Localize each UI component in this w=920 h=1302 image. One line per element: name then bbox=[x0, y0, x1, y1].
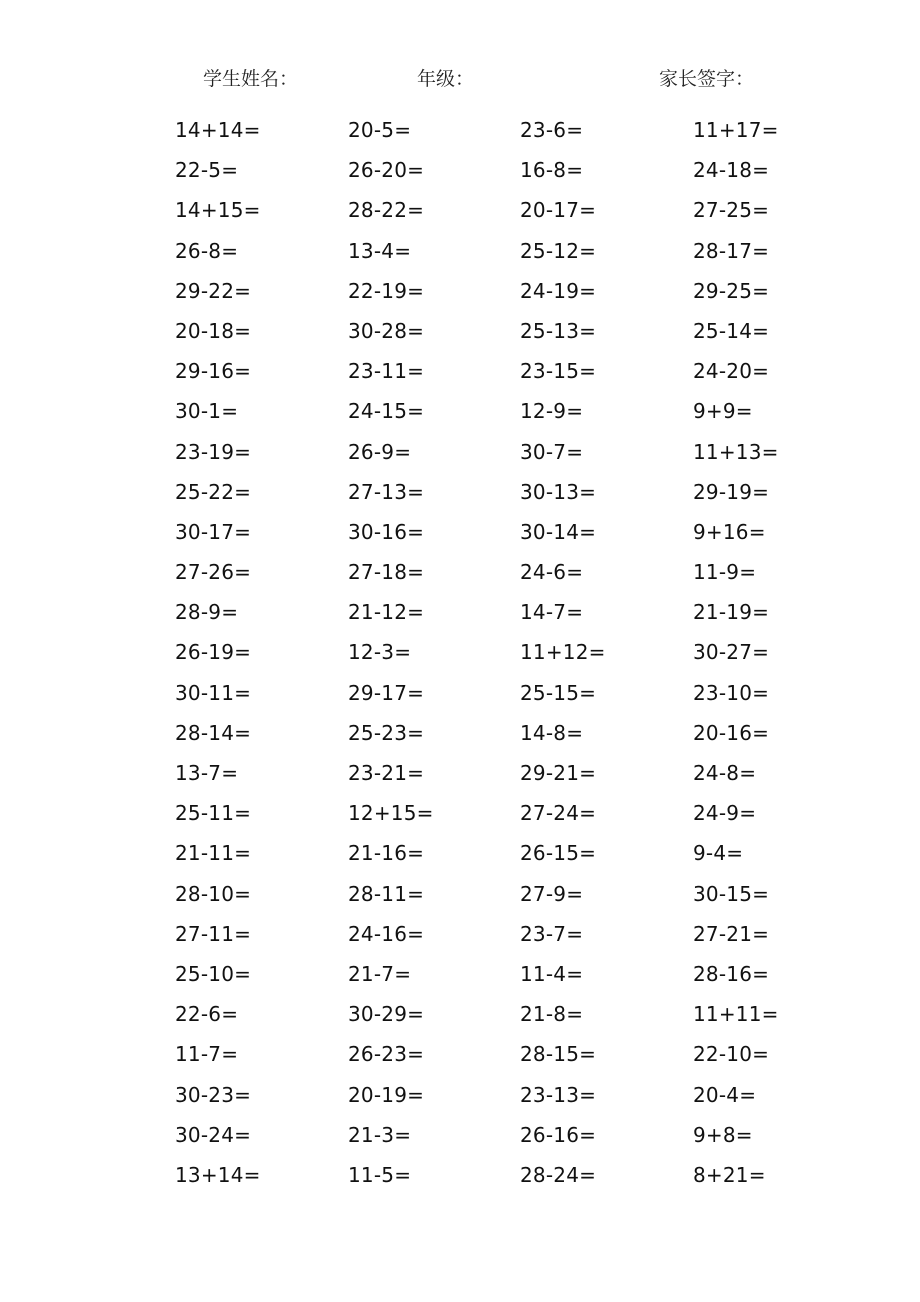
arithmetic-problem: 30-16= bbox=[348, 519, 425, 544]
arithmetic-problem: 28-10= bbox=[175, 881, 252, 906]
student-name-label: 学生姓名： bbox=[203, 68, 299, 90]
problem-row bbox=[0, 351, 920, 391]
problem-grid bbox=[0, 110, 920, 1195]
arithmetic-problem: 22-19= bbox=[348, 278, 425, 303]
arithmetic-problem: 23-15= bbox=[520, 359, 597, 384]
problem-row bbox=[0, 994, 920, 1034]
arithmetic-problem: 12-3= bbox=[348, 640, 412, 665]
problem-row bbox=[0, 150, 920, 190]
arithmetic-problem: 30-28= bbox=[348, 318, 425, 343]
arithmetic-problem: 13+14= bbox=[175, 1162, 261, 1187]
arithmetic-problem: 14-7= bbox=[520, 600, 584, 625]
arithmetic-problem: 29-16= bbox=[175, 359, 252, 384]
arithmetic-problem: 24-20= bbox=[693, 359, 770, 384]
arithmetic-problem: 26-9= bbox=[348, 439, 412, 464]
problem-row bbox=[0, 793, 920, 833]
problem-row bbox=[0, 954, 920, 994]
problem-row bbox=[0, 311, 920, 351]
arithmetic-problem: 26-15= bbox=[520, 841, 597, 866]
arithmetic-problem: 8+21= bbox=[693, 1162, 766, 1187]
arithmetic-problem: 29-21= bbox=[520, 761, 597, 785]
problem-row bbox=[0, 914, 920, 954]
problem-row bbox=[0, 552, 920, 592]
problem-row bbox=[0, 874, 920, 914]
arithmetic-problem: 27-18= bbox=[348, 560, 425, 585]
arithmetic-problem: 11-9= bbox=[693, 560, 757, 585]
arithmetic-problem: 25-13= bbox=[520, 318, 597, 343]
problem-row bbox=[0, 271, 920, 311]
arithmetic-problem: 20-17= bbox=[520, 198, 597, 223]
arithmetic-problem: 26-16= bbox=[520, 1122, 597, 1147]
arithmetic-problem: 26-19= bbox=[175, 640, 252, 665]
arithmetic-problem: 28-15= bbox=[520, 1042, 597, 1067]
problem-row bbox=[0, 231, 920, 271]
arithmetic-problem: 14+15= bbox=[175, 198, 261, 223]
problem-row bbox=[0, 472, 920, 512]
arithmetic-problem: 23-19= bbox=[175, 439, 252, 464]
problem-row bbox=[0, 632, 920, 672]
arithmetic-problem: 30-23= bbox=[175, 1082, 252, 1107]
arithmetic-problem: 25-14= bbox=[693, 318, 770, 343]
problem-row bbox=[0, 512, 920, 552]
arithmetic-problem: 21-12= bbox=[348, 600, 425, 625]
arithmetic-problem: 20-5= bbox=[348, 118, 412, 142]
arithmetic-problem: 29-22= bbox=[175, 278, 252, 303]
arithmetic-problem: 21-7= bbox=[348, 961, 412, 986]
arithmetic-problem: 23-13= bbox=[520, 1082, 597, 1107]
arithmetic-problem: 24-9= bbox=[693, 801, 757, 826]
problem-row bbox=[0, 432, 920, 472]
arithmetic-problem: 26-23= bbox=[348, 1042, 425, 1067]
arithmetic-problem: 11+11= bbox=[693, 1002, 779, 1027]
arithmetic-problem: 22-6= bbox=[175, 1002, 239, 1027]
arithmetic-problem: 28-17= bbox=[693, 238, 770, 263]
arithmetic-problem: 30-1= bbox=[175, 399, 239, 424]
problem-row bbox=[0, 110, 920, 150]
arithmetic-problem: 30-15= bbox=[693, 881, 770, 906]
arithmetic-problem: 11-7= bbox=[175, 1042, 239, 1067]
arithmetic-problem: 23-7= bbox=[520, 921, 584, 946]
arithmetic-problem: 13-4= bbox=[348, 238, 412, 263]
arithmetic-problem: 30-24= bbox=[175, 1122, 252, 1147]
problem-row bbox=[0, 391, 920, 431]
arithmetic-problem: 12+15= bbox=[348, 801, 434, 826]
arithmetic-problem: 30-17= bbox=[175, 519, 252, 544]
arithmetic-problem: 14-8= bbox=[520, 720, 584, 745]
arithmetic-problem: 13-7= bbox=[175, 761, 239, 785]
arithmetic-problem: 30-29= bbox=[348, 1002, 425, 1027]
arithmetic-problem: 27-26= bbox=[175, 560, 252, 585]
arithmetic-problem: 23-11= bbox=[348, 359, 425, 384]
arithmetic-problem: 25-10= bbox=[175, 961, 252, 986]
arithmetic-problem: 24-15= bbox=[348, 399, 425, 424]
arithmetic-problem: 9+8= bbox=[693, 1122, 753, 1147]
arithmetic-problem: 29-19= bbox=[693, 479, 770, 504]
arithmetic-problem: 27-9= bbox=[520, 881, 584, 906]
arithmetic-problem: 20-19= bbox=[348, 1082, 425, 1107]
arithmetic-problem: 22-5= bbox=[175, 158, 239, 183]
arithmetic-problem: 20-4= bbox=[693, 1082, 757, 1107]
arithmetic-problem: 25-23= bbox=[348, 720, 425, 745]
arithmetic-problem: 12-9= bbox=[520, 399, 584, 424]
arithmetic-problem: 9+16= bbox=[693, 519, 766, 544]
arithmetic-problem: 24-6= bbox=[520, 560, 584, 585]
arithmetic-problem: 28-24= bbox=[520, 1162, 597, 1187]
arithmetic-problem: 27-25= bbox=[693, 198, 770, 223]
arithmetic-problem: 28-9= bbox=[175, 600, 239, 625]
arithmetic-problem: 30-27= bbox=[693, 640, 770, 665]
arithmetic-problem: 20-16= bbox=[693, 720, 770, 745]
arithmetic-problem: 28-16= bbox=[693, 961, 770, 986]
arithmetic-problem: 25-15= bbox=[520, 680, 597, 705]
arithmetic-problem: 21-8= bbox=[520, 1002, 584, 1027]
arithmetic-problem: 30-7= bbox=[520, 439, 584, 464]
problem-row bbox=[0, 833, 920, 873]
arithmetic-problem: 21-16= bbox=[348, 841, 425, 866]
arithmetic-problem: 29-17= bbox=[348, 680, 425, 705]
arithmetic-problem: 14+14= bbox=[175, 118, 261, 142]
arithmetic-problem: 28-22= bbox=[348, 198, 425, 223]
arithmetic-problem: 25-12= bbox=[520, 238, 597, 263]
problem-row bbox=[0, 673, 920, 713]
arithmetic-problem: 16-8= bbox=[520, 158, 584, 183]
problem-row bbox=[0, 1115, 920, 1155]
arithmetic-problem: 30-13= bbox=[520, 479, 597, 504]
arithmetic-problem: 22-10= bbox=[693, 1042, 770, 1067]
problem-row bbox=[0, 1034, 920, 1074]
arithmetic-problem: 9+9= bbox=[693, 399, 753, 424]
arithmetic-problem: 23-10= bbox=[693, 680, 770, 705]
arithmetic-problem: 30-11= bbox=[175, 680, 252, 705]
arithmetic-problem: 11-4= bbox=[520, 961, 584, 986]
arithmetic-problem: 28-14= bbox=[175, 720, 252, 745]
arithmetic-problem: 27-13= bbox=[348, 479, 425, 504]
problem-row bbox=[0, 1075, 920, 1115]
arithmetic-problem: 21-19= bbox=[693, 600, 770, 625]
arithmetic-problem: 30-14= bbox=[520, 519, 597, 544]
arithmetic-problem: 25-22= bbox=[175, 479, 252, 504]
arithmetic-problem: 26-8= bbox=[175, 238, 239, 263]
arithmetic-problem: 25-11= bbox=[175, 801, 252, 826]
problem-row bbox=[0, 190, 920, 230]
arithmetic-problem: 27-11= bbox=[175, 921, 252, 946]
arithmetic-problem: 26-20= bbox=[348, 158, 425, 183]
grade-label: 年级： bbox=[417, 68, 475, 90]
arithmetic-problem: 29-25= bbox=[693, 278, 770, 303]
arithmetic-problem: 27-21= bbox=[693, 921, 770, 946]
arithmetic-problem: 24-18= bbox=[693, 158, 770, 183]
arithmetic-problem: 9-4= bbox=[693, 841, 744, 866]
problem-row bbox=[0, 592, 920, 632]
arithmetic-problem: 11+12= bbox=[520, 640, 606, 665]
arithmetic-problem: 24-16= bbox=[348, 921, 425, 946]
arithmetic-problem: 24-8= bbox=[693, 761, 757, 785]
arithmetic-problem: 21-11= bbox=[175, 841, 252, 866]
arithmetic-problem: 23-21= bbox=[348, 761, 425, 785]
arithmetic-problem: 23-6= bbox=[520, 118, 584, 142]
arithmetic-problem: 24-19= bbox=[520, 278, 597, 303]
parent-signature-label: 家长签字： bbox=[659, 68, 755, 90]
arithmetic-problem: 28-11= bbox=[348, 881, 425, 906]
problem-row bbox=[0, 753, 920, 793]
arithmetic-problem: 11+17= bbox=[693, 118, 779, 142]
arithmetic-problem: 27-24= bbox=[520, 801, 597, 826]
problem-row bbox=[0, 713, 920, 753]
problem-row bbox=[0, 1155, 920, 1195]
arithmetic-problem: 20-18= bbox=[175, 318, 252, 343]
arithmetic-problem: 11-5= bbox=[348, 1162, 412, 1187]
arithmetic-problem: 11+13= bbox=[693, 439, 779, 464]
arithmetic-problem: 21-3= bbox=[348, 1122, 412, 1147]
worksheet-header bbox=[0, 64, 920, 94]
